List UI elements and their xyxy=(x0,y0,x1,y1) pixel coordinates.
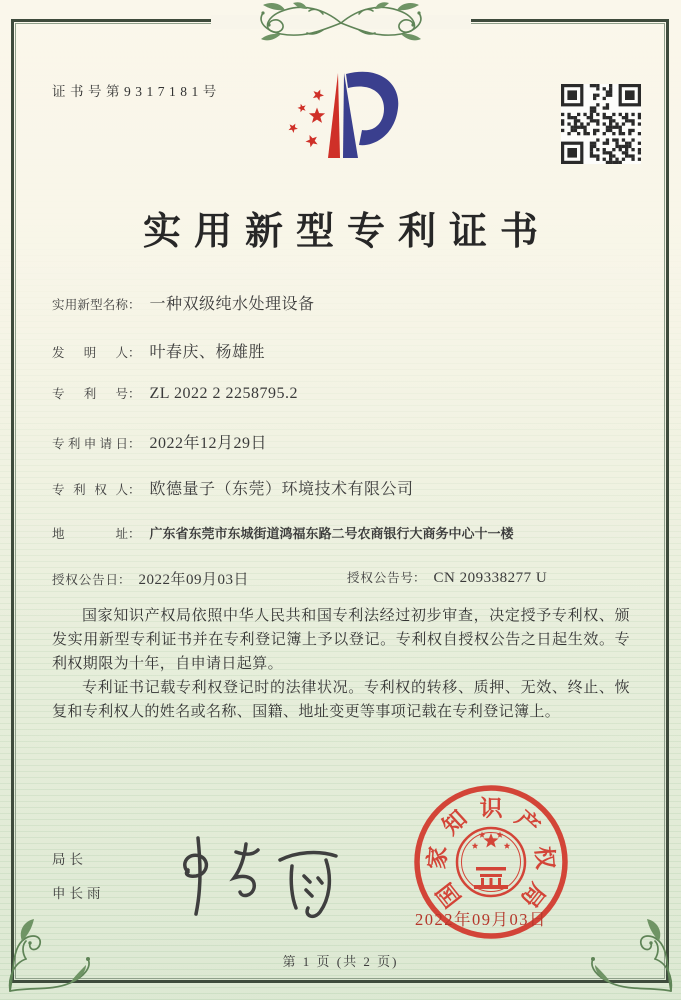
field-value: 欧德量子（东莞）环境技术有限公司 xyxy=(149,481,414,498)
field-label: 发明人： xyxy=(52,346,141,360)
certificate-title: 实用新型专利证书 xyxy=(142,211,551,253)
field-value: 一种双级纯水处理设备 xyxy=(149,296,315,313)
field-label: 地址： xyxy=(52,527,141,541)
field-row-name xyxy=(52,291,641,314)
svg-text:权: 权 xyxy=(530,845,558,871)
legal-text xyxy=(52,604,630,724)
logo-stars xyxy=(289,90,326,148)
grant-number-cell xyxy=(347,568,547,587)
cnipa-logo-icon xyxy=(280,60,405,172)
field-value: ZL 2022 2 2258795.2 xyxy=(149,385,298,402)
field-label: 专利号： xyxy=(52,387,141,401)
field-value: 2022年12月29日 xyxy=(149,435,268,452)
grant-number-label: 授权公告号： xyxy=(347,571,426,585)
field-label: 专利申请日： xyxy=(52,437,141,451)
svg-text:家: 家 xyxy=(424,845,452,871)
handwritten-signature-icon xyxy=(158,830,358,920)
grant-number-value: CN 209338277 U xyxy=(433,570,548,586)
field-row-grant xyxy=(52,568,641,589)
field-label: 实用新型名称： xyxy=(52,298,141,312)
certificate-number: 证书号第9317181号 xyxy=(52,84,221,99)
field-value: 叶春庆、杨雄胜 xyxy=(149,344,266,361)
signer-title: 局长 xyxy=(52,852,87,867)
legal-paragraph-2: 专利证书记载专利权登记时的法律状况。专利权的转移、质押、无效、终止、恢复和专利权人的姓名或名称、国籍、地址变更等事项记载在专利登记簿上。 xyxy=(52,680,630,720)
svg-text:识: 识 xyxy=(479,795,503,822)
field-value: 广东省东莞市东城街道鸿福东路二号农商银行大商务中心十一楼 xyxy=(149,526,514,541)
national-emblem-icon xyxy=(457,828,525,896)
field-row-address xyxy=(52,523,641,543)
grant-date-label: 授权公告日： xyxy=(52,573,131,587)
svg-text:局: 局 xyxy=(516,878,550,912)
svg-text:国: 国 xyxy=(431,878,466,912)
top-flourish-ornament xyxy=(211,0,471,46)
svg-text:产: 产 xyxy=(510,805,545,840)
seal-date: 2022年09月03日 xyxy=(415,910,547,929)
signer-name: 申长雨 xyxy=(52,886,105,901)
legal-paragraph-1: 国家知识产权局依照中华人民共和国专利法经过初步审查，决定授予专利权、颁发实用新型专利证书并在专利登记簿上予以登记。专利权自授权公告之日起生效。专利权期限为十年，自申请日起算。 xyxy=(52,608,630,672)
qr-code xyxy=(561,84,641,164)
field-row-patentee xyxy=(52,476,641,499)
svg-text:知: 知 xyxy=(437,805,472,840)
grant-date-value: 2022年09月03日 xyxy=(138,572,250,588)
seal-agency-text xyxy=(423,796,558,912)
field-row-patent-number xyxy=(52,384,641,403)
field-label: 专利权人： xyxy=(52,483,141,497)
field-row-inventor xyxy=(52,339,641,362)
page-number: 第 1 页 (共 2 页) xyxy=(282,954,399,969)
field-row-filing-date xyxy=(52,430,641,453)
